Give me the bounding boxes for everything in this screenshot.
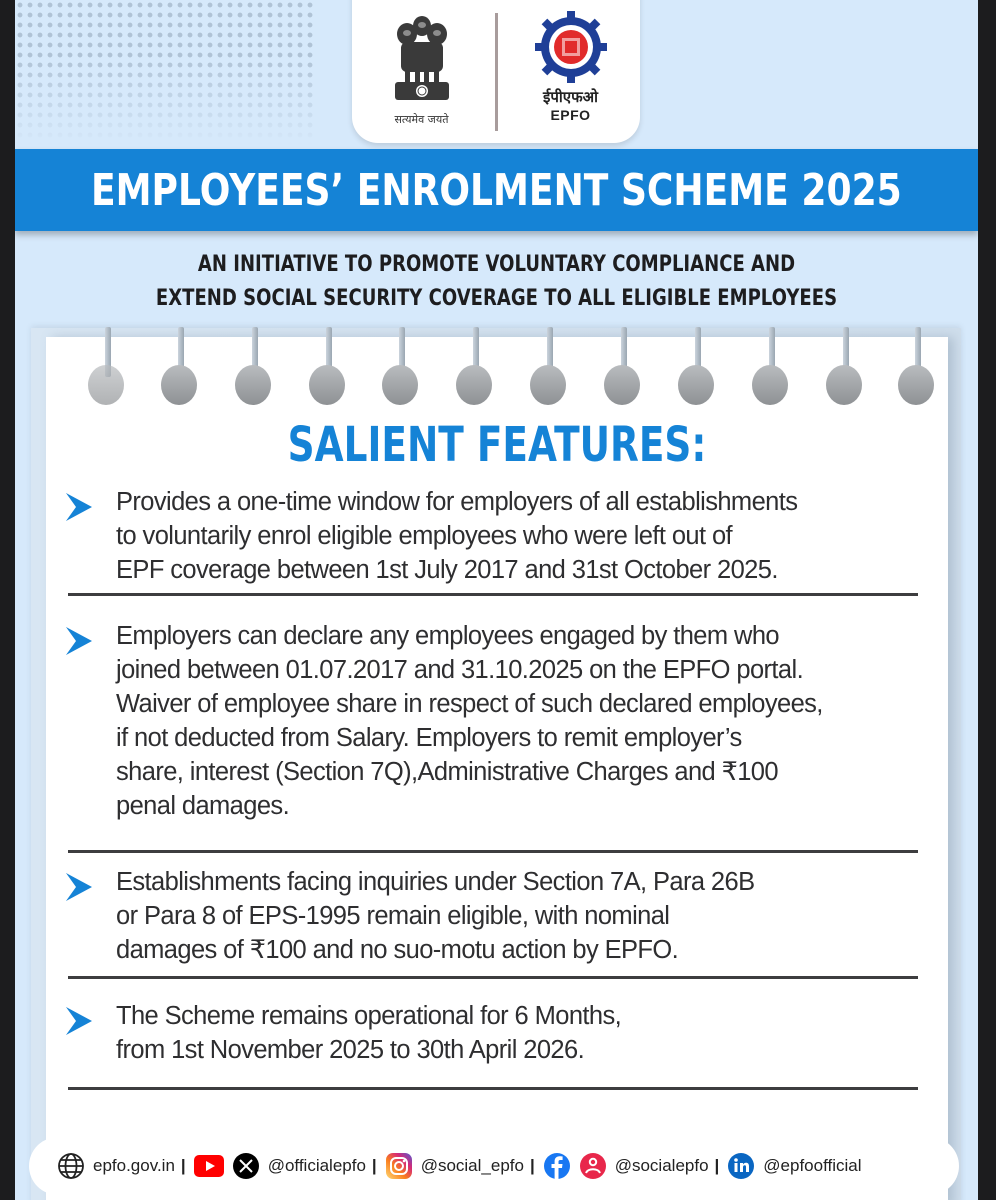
subtitle-line-1: AN INITIATIVE TO PROMOTE VOLUNTARY COMPLIANCE AND <box>197 252 796 277</box>
binder-rings <box>46 337 948 412</box>
feature-item <box>66 485 926 587</box>
bullet-arrow-icon <box>66 627 92 655</box>
separator: | <box>180 1156 186 1175</box>
binder-ring-icon <box>752 337 792 412</box>
lion-capital-icon <box>391 12 453 108</box>
binder-ring-icon <box>382 337 422 412</box>
youtube-icon[interactable] <box>194 1152 224 1180</box>
bullet-arrow-icon <box>66 873 92 901</box>
feature-line: Waiver of employee share in respect of such declared employees, <box>116 690 823 718</box>
feature-line: from 1st November 2025 to 30th April 2026. <box>116 1036 585 1064</box>
feature-line: share, interest (Section 7Q),Administrative Charges and ₹100 <box>116 758 778 786</box>
linkedin-icon[interactable] <box>727 1152 755 1180</box>
section-title: SALIENT FEATURES: <box>287 417 707 473</box>
feature-line: if not deducted from Salary. Employers to remit employer’s <box>116 724 742 752</box>
logo-box <box>352 0 640 143</box>
poster <box>15 0 978 1200</box>
x-twitter-icon[interactable] <box>232 1152 260 1180</box>
emblem-motto: सत्यमेव जयते <box>394 112 449 126</box>
epfo-label: EPFO <box>550 106 591 123</box>
binder-ring-icon <box>88 337 128 412</box>
title-banner <box>15 149 978 231</box>
subtitle-line-2: EXTEND SOCIAL SECURITY COVERAGE TO ALL ELIGIBLE EMPLOYEES <box>155 286 838 311</box>
feature-line: joined between 01.07.2017 and 31.10.2025 on the EPFO portal. <box>116 656 804 684</box>
separator: | <box>529 1156 535 1175</box>
social-footer <box>29 1137 959 1195</box>
instagram-handle[interactable]: @social_epfo <box>420 1156 524 1175</box>
feature-line: to voluntarily enrol eligible employees who were left out of <box>116 522 733 550</box>
binder-ring-icon <box>604 337 644 412</box>
epfo-logo <box>506 0 636 137</box>
binder-ring-icon <box>898 337 938 412</box>
page-title: EMPLOYEES’ ENROLMENT SCHEME 2025 <box>91 164 902 216</box>
feature-line: The Scheme remains operational for 6 Months, <box>116 1002 622 1030</box>
epfo-hindi-label: ईपीएफओ <box>543 87 598 106</box>
feature-text <box>116 865 926 967</box>
feature-line: Employers can declare any employees engaged by them who <box>116 622 779 650</box>
separator: | <box>371 1156 377 1175</box>
feature-line: or Para 8 of EPS-1995 remain eligible, with nominal <box>116 902 670 930</box>
feature-item <box>66 619 926 823</box>
divider <box>68 976 918 979</box>
national-emblem <box>357 0 487 137</box>
facebook-koo-handle[interactable]: @socialepfo <box>614 1156 709 1175</box>
binder-ring-icon <box>456 337 496 412</box>
separator: | <box>714 1156 720 1175</box>
feature-line: EPF coverage between 1st July 2017 and 31st October 2025. <box>116 556 778 584</box>
binder-ring-icon <box>530 337 570 412</box>
subtitle <box>15 248 978 316</box>
facebook-icon[interactable] <box>543 1152 571 1180</box>
feature-line: Provides a one-time window for employers of all establishments <box>116 488 798 516</box>
linkedin-handle[interactable]: @epfoofficial <box>763 1156 862 1175</box>
feature-text <box>116 999 926 1067</box>
x-youtube-handle[interactable]: @officialepfo <box>267 1156 366 1175</box>
feature-line: penal damages. <box>116 792 290 820</box>
feature-text <box>116 619 926 823</box>
divider <box>68 1087 918 1090</box>
binder-ring-icon <box>678 337 718 412</box>
binder-ring-icon <box>161 337 201 412</box>
instagram-icon[interactable] <box>385 1152 413 1180</box>
divider <box>68 850 918 853</box>
bullet-arrow-icon <box>66 493 92 521</box>
binder-ring-icon <box>309 337 349 412</box>
halftone-pattern <box>15 0 315 145</box>
koo-icon[interactable] <box>579 1152 607 1180</box>
divider <box>68 593 918 596</box>
binder-ring-icon <box>826 337 866 412</box>
feature-item <box>66 999 926 1067</box>
feature-line: Establishments facing inquiries under Section 7A, Para 26B <box>116 868 755 896</box>
notepad-card <box>46 337 948 1200</box>
binder-ring-icon <box>235 337 275 412</box>
feature-item <box>66 865 926 967</box>
logo-divider <box>495 13 498 131</box>
bullet-arrow-icon <box>66 1007 92 1035</box>
feature-line: damages of ₹100 and no suo-motu action by EPFO. <box>116 936 679 964</box>
feature-text <box>116 485 926 587</box>
epfo-gear-logo-icon <box>535 11 607 83</box>
website-link[interactable]: epfo.gov.in <box>93 1156 175 1175</box>
globe-icon <box>57 1152 85 1180</box>
